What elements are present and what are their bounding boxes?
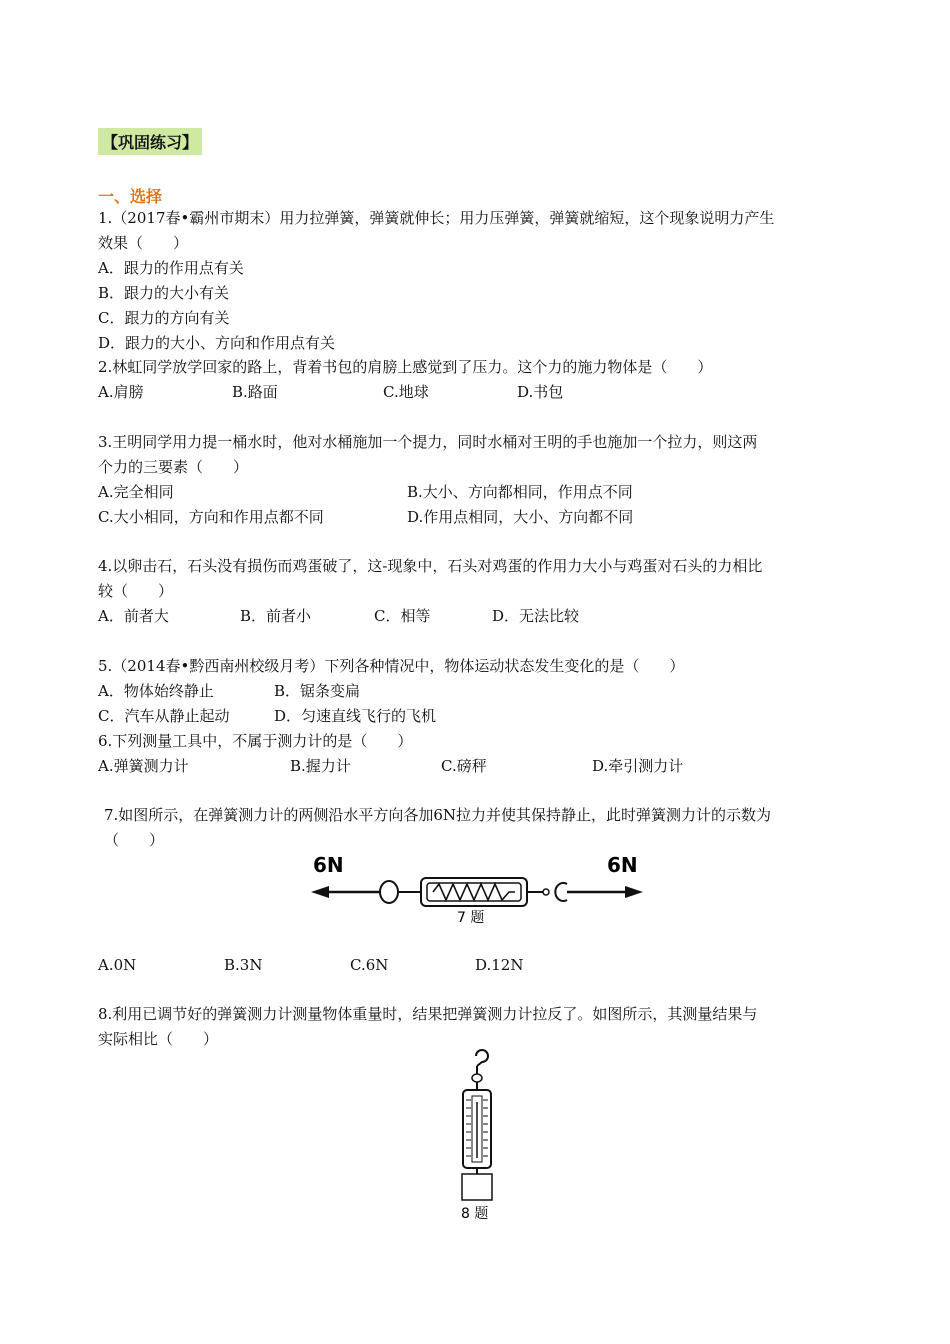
q7-option-c: C.6N [350, 956, 389, 974]
q2-option-d: D.书包 [517, 383, 564, 401]
q8-figure-caption: 8 题 [461, 1206, 489, 1222]
q2-option-a: A.肩膀 [98, 383, 144, 401]
q7-spring-scale-figure [305, 848, 650, 930]
q1-option-a: A．跟力的作用点有关 [98, 259, 244, 277]
section-title: 一、选择 [98, 187, 163, 206]
q3-stem-line2: 个力的三要素（ ） [98, 458, 249, 476]
q6-option-d: D.牵引测力计 [592, 757, 684, 775]
q5-option-c: C．汽车从静止起动 [98, 707, 230, 725]
q4-option-c: C．相等 [374, 607, 431, 625]
q2-stem: 2.林虹同学放学回家的路上，背着书包的肩膀上感觉到了压力。这个力的施力物体是（ ） [98, 358, 713, 376]
right-hook [555, 883, 567, 901]
q2-option-c: C.地球 [383, 383, 429, 401]
q7-option-a: A.0N [98, 956, 137, 974]
q7-option-b: B.3N [224, 956, 263, 974]
left-force-label: 6N [313, 853, 344, 877]
q7-stem-line1: 7.如图所示，在弹簧测力计的两侧沿水平方向各加6N拉力并使其保持静止，此时弹簧测力计的示数为 [104, 806, 771, 824]
q8-stem-line2: 实际相比（ ） [98, 1030, 219, 1048]
q3-option-d: D.作用点相同，大小、方向都不同 [407, 508, 634, 526]
q5-option-d: D．匀速直线飞行的飞机 [274, 707, 437, 725]
q8-stem-line1: 8.利用已调节好的弹簧测力计测量物体重量时，结果把弹簧测力计拉反了。如图所示，其测量结果与 [98, 1005, 758, 1023]
q6-option-b: B.握力计 [290, 757, 351, 775]
left-ring [380, 881, 398, 903]
q4-option-a: A．前者大 [98, 607, 169, 625]
q6-stem: 6.下列测量工具中，不属于测力计的是（ ） [98, 732, 413, 750]
q7-figure-caption: 7 题 [457, 910, 485, 926]
q4-option-b: B．前者小 [240, 607, 312, 625]
q8-inverted-scale-figure [452, 1046, 502, 1222]
section-heading: 【巩固练习】 [98, 128, 202, 155]
q4-option-d: D．无法比较 [492, 607, 580, 625]
q1-stem-line2: 效果（ ） [98, 234, 189, 252]
q2-option-b: B.路面 [232, 383, 278, 401]
q6-option-c: C.磅秤 [441, 757, 487, 775]
q1-stem-line1: 1.（2017春•霸州市期末）用力拉弹簧，弹簧就伸长；用力压弹簧，弹簧就缩短，这个现象说明力产生 [98, 209, 775, 227]
left-arrow-head-icon [311, 886, 329, 898]
q4-stem-line2: 较（ ） [98, 582, 174, 600]
q7-option-d: D.12N [475, 956, 524, 974]
q6-option-a: A.弹簧测力计 [98, 757, 189, 775]
q1-option-c: C．跟力的方向有关 [98, 309, 230, 327]
q5-option-b: B．锯条变扁 [274, 682, 361, 700]
q5-option-a: A．物体始终静止 [98, 682, 214, 700]
top-hook-icon [476, 1050, 488, 1066]
q1-option-d: D．跟力的大小、方向和作用点有关 [98, 334, 336, 352]
q4-stem-line1: 4.以卵击石，石头没有损伤而鸡蛋破了，这-现象中，石头对鸡蛋的作用力大小与鸡蛋对石头的力相比 [98, 557, 763, 575]
q1-option-b: B．跟力的大小有关 [98, 284, 230, 302]
right-arrow-head-icon [625, 886, 643, 898]
q3-option-c: C.大小相同，方向和作用点都不同 [98, 508, 324, 526]
right-force-label: 6N [607, 853, 638, 877]
q3-option-a: A.完全相同 [98, 483, 174, 501]
q3-stem-line1: 3.王明同学用力提一桶水时，他对水桶施加一个提力，同时水桶对王明的手也施加一个拉力，则这两 [98, 433, 758, 451]
q3-option-b: B.大小、方向都相同，作用点不同 [407, 483, 633, 501]
q5-stem: 5.（2014春•黔西南州校级月考）下列各种情况中，物体运动状态发生变化的是（ ） [98, 657, 685, 675]
q7-stem-line2: （ ） [104, 831, 165, 849]
weight-block [462, 1174, 492, 1200]
